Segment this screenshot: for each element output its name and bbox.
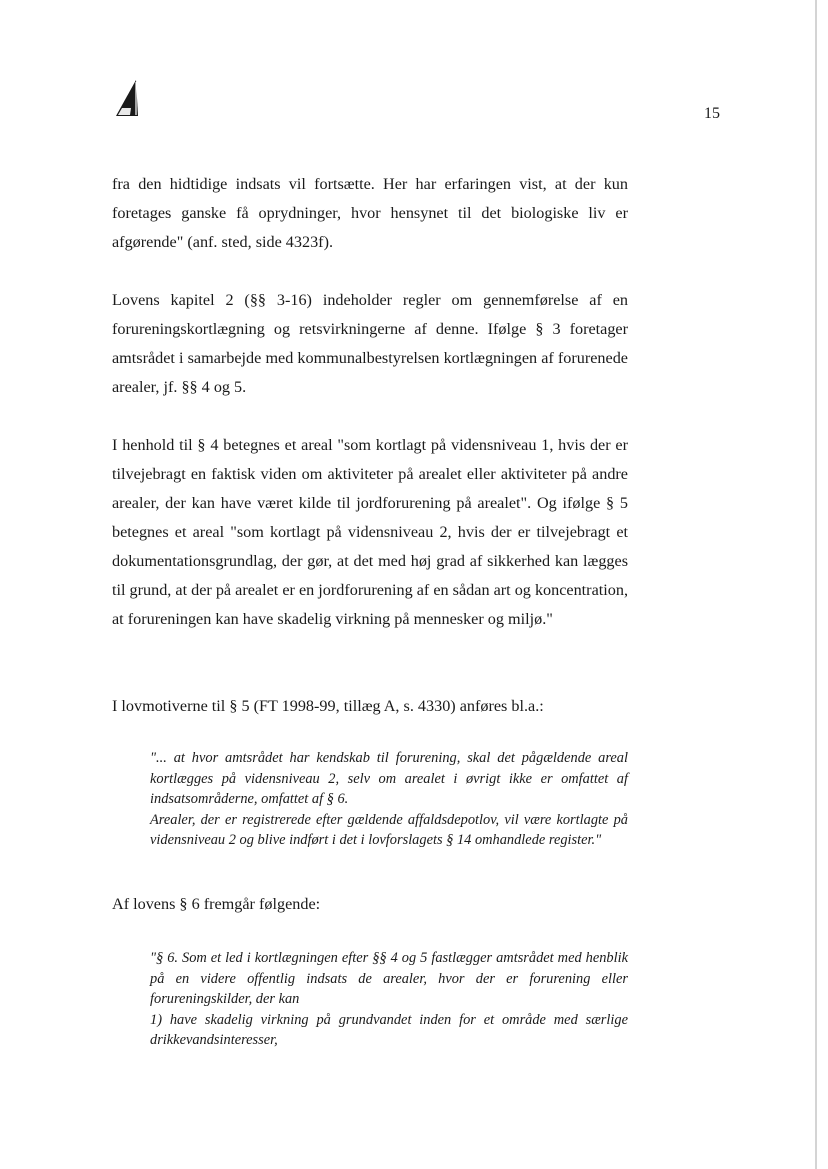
page-number: 15 bbox=[704, 105, 720, 122]
paragraph-chapter-2: Lovens kapitel 2 (§§ 3-16) indeholder regler om gennemførelse af en forureningskortlægning og retsvirkningerne af denne. Ifølge § 3 foretager amtsrådet i samarbejde med kommunalbestyrelsen kortlægningen af forurenede arealer, jf. §§ 4 og 5. bbox=[112, 291, 628, 396]
publisher-logo-icon bbox=[114, 78, 140, 118]
scan-edge-line bbox=[815, 0, 817, 1169]
quote-motives-paragraph: Arealer, der er registrerede efter gældende affaldsdepotlov, vil være kortlagte på vidensniveau 2 og blive indført i det i lovforslagets § 14 omhandlede register." bbox=[150, 811, 628, 848]
paragraph-motives-intro: I lovmotiverne til § 5 (FT 1998-99, tillæg A, s. 4330) anføres bl.a.: bbox=[112, 697, 544, 715]
quote-motives bbox=[150, 748, 628, 851]
quote-section-6-paragraph: 1) have skadelig virkning på grundvandet inden for et område med særlige drikkevandsinteresser, bbox=[150, 1011, 628, 1048]
paragraph-continuation: fra den hidtidige indsats vil fortsætte. Her har erfaringen vist, at der kun foretages ganske få oprydninger, hvor hensynet til det biologiske liv er afgørende" (anf. sted, side 4323f). bbox=[112, 175, 628, 251]
paragraph-section-6-intro: Af lovens § 6 fremgår følgende: bbox=[112, 895, 321, 913]
quote-section-6 bbox=[150, 948, 628, 1051]
quote-motives-paragraph: "... at hvor amtsrådet har kendskab til forurening, skal det pågældende areal kortlægges på vidensniveau 2, selv om arealet i øvrigt ikke er omfattet af indsatsområderne, omfattet af § 6. bbox=[150, 750, 628, 807]
quote-section-6-paragraph: "§ 6. Som et led i kortlægningen efter §§ 4 og 5 fastlægger amtsrådet med henblik på en videre offentlig indsats de arealer, hvor der er forurening eller forureningskilder, der kan bbox=[150, 950, 628, 1007]
paragraph-section-4-5: I henhold til § 4 betegnes et areal "som kortlagt på vidensniveau 1, hvis der er tilvejebragt en faktisk viden om aktiviteter på arealet eller aktiviteter på andre arealer, der kan have været kilde til jordforurening på arealet". Og ifølge § 5 betegnes et areal "som kortlagt på vidensniveau 2, hvis der er tilvejebragt et dokumentationsgrundlag, der gør, at det med høj grad af sikkerhed kan lægges til grund, at der på arealet er en jordforurening af en sådan art og koncentration, at forureningen kan have skadelig virkning på mennesker og miljø." bbox=[112, 436, 628, 628]
